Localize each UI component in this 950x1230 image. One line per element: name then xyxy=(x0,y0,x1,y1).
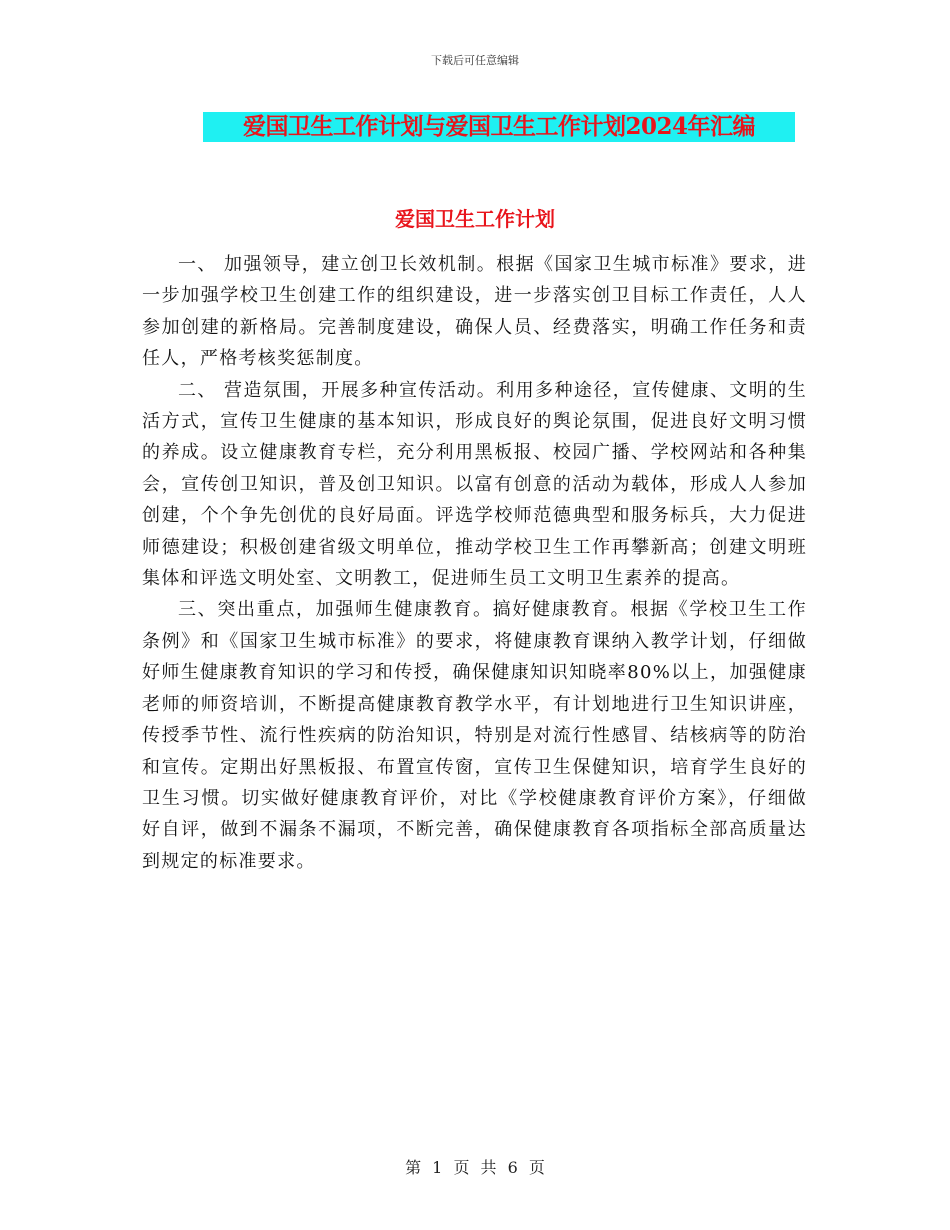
section-title: 爱国卫生工作计划 xyxy=(395,207,555,231)
page-header-note: 下载后可任意编辑 xyxy=(431,54,519,67)
paragraph-2: 二、 营造氛围，开展多种宣传活动。利用多种途径，宣传健康、文明的生活方式，宣传卫生健康的基本知识，形成良好的舆论氛围，促进良好文明习惯的养成。设立健康教育专栏，充分利用黑板报、校园广播、学校网站和各种集会，宣传创卫知识，普及创卫知识。以富有创意的活动为载体，形成人人参加创建，个个争先创优的良好局面。评选学校师范德典型和服务标兵，大力促进师德建设；积极创建省级文明单位，推动学校卫生工作再攀新高；创建文明班集体和评选文明处室、文明教工，促进师生员工文明卫生素养的提高。 xyxy=(142,379,807,590)
document-body xyxy=(142,249,807,877)
document-title: 爱国卫生工作计划与爱国卫生工作计划2024年汇编 xyxy=(242,113,755,140)
paragraph-3: 三、突出重点，加强师生健康教育。搞好健康教育。根据《学校卫生工作条例》和《国家卫生城市标准》的要求，将健康教育课纳入教学计划，仔细做好师生健康教育知识的学习和传授，确保健康知识知晓率80%以上，加强健康老师的师资培训，不断提高健康教育教学水平，有计划地进行卫生知识讲座，传授季节性、流行性疾病的防治知识，特别是对流行性感冒、结核病等的防治和宣传。定期出好黑板报、布置宣传窗，宣传卫生保健知识，培育学生良好的卫生习惯。切实做好健康教育评价，对比《学校健康教育评价方案》，仔细做好自评，做到不漏条不漏项，不断完善，确保健康教育各项指标全部高质量达到规定的标准要求。 xyxy=(142,599,807,872)
paragraph-1: 一、 加强领导，建立创卫长效机制。根据《国家卫生城市标准》要求，进一步加强学校卫生创建工作的组织建设，进一步落实创卫目标工作责任，人人参加创建的新格局。完善制度建设，确保人员、经费落实，明确工作任务和责任人，严格考核奖惩制度。 xyxy=(142,254,807,370)
page-number-footer: 第 1 页 共 6 页 xyxy=(405,1158,545,1177)
document-title-highlight xyxy=(203,112,795,142)
